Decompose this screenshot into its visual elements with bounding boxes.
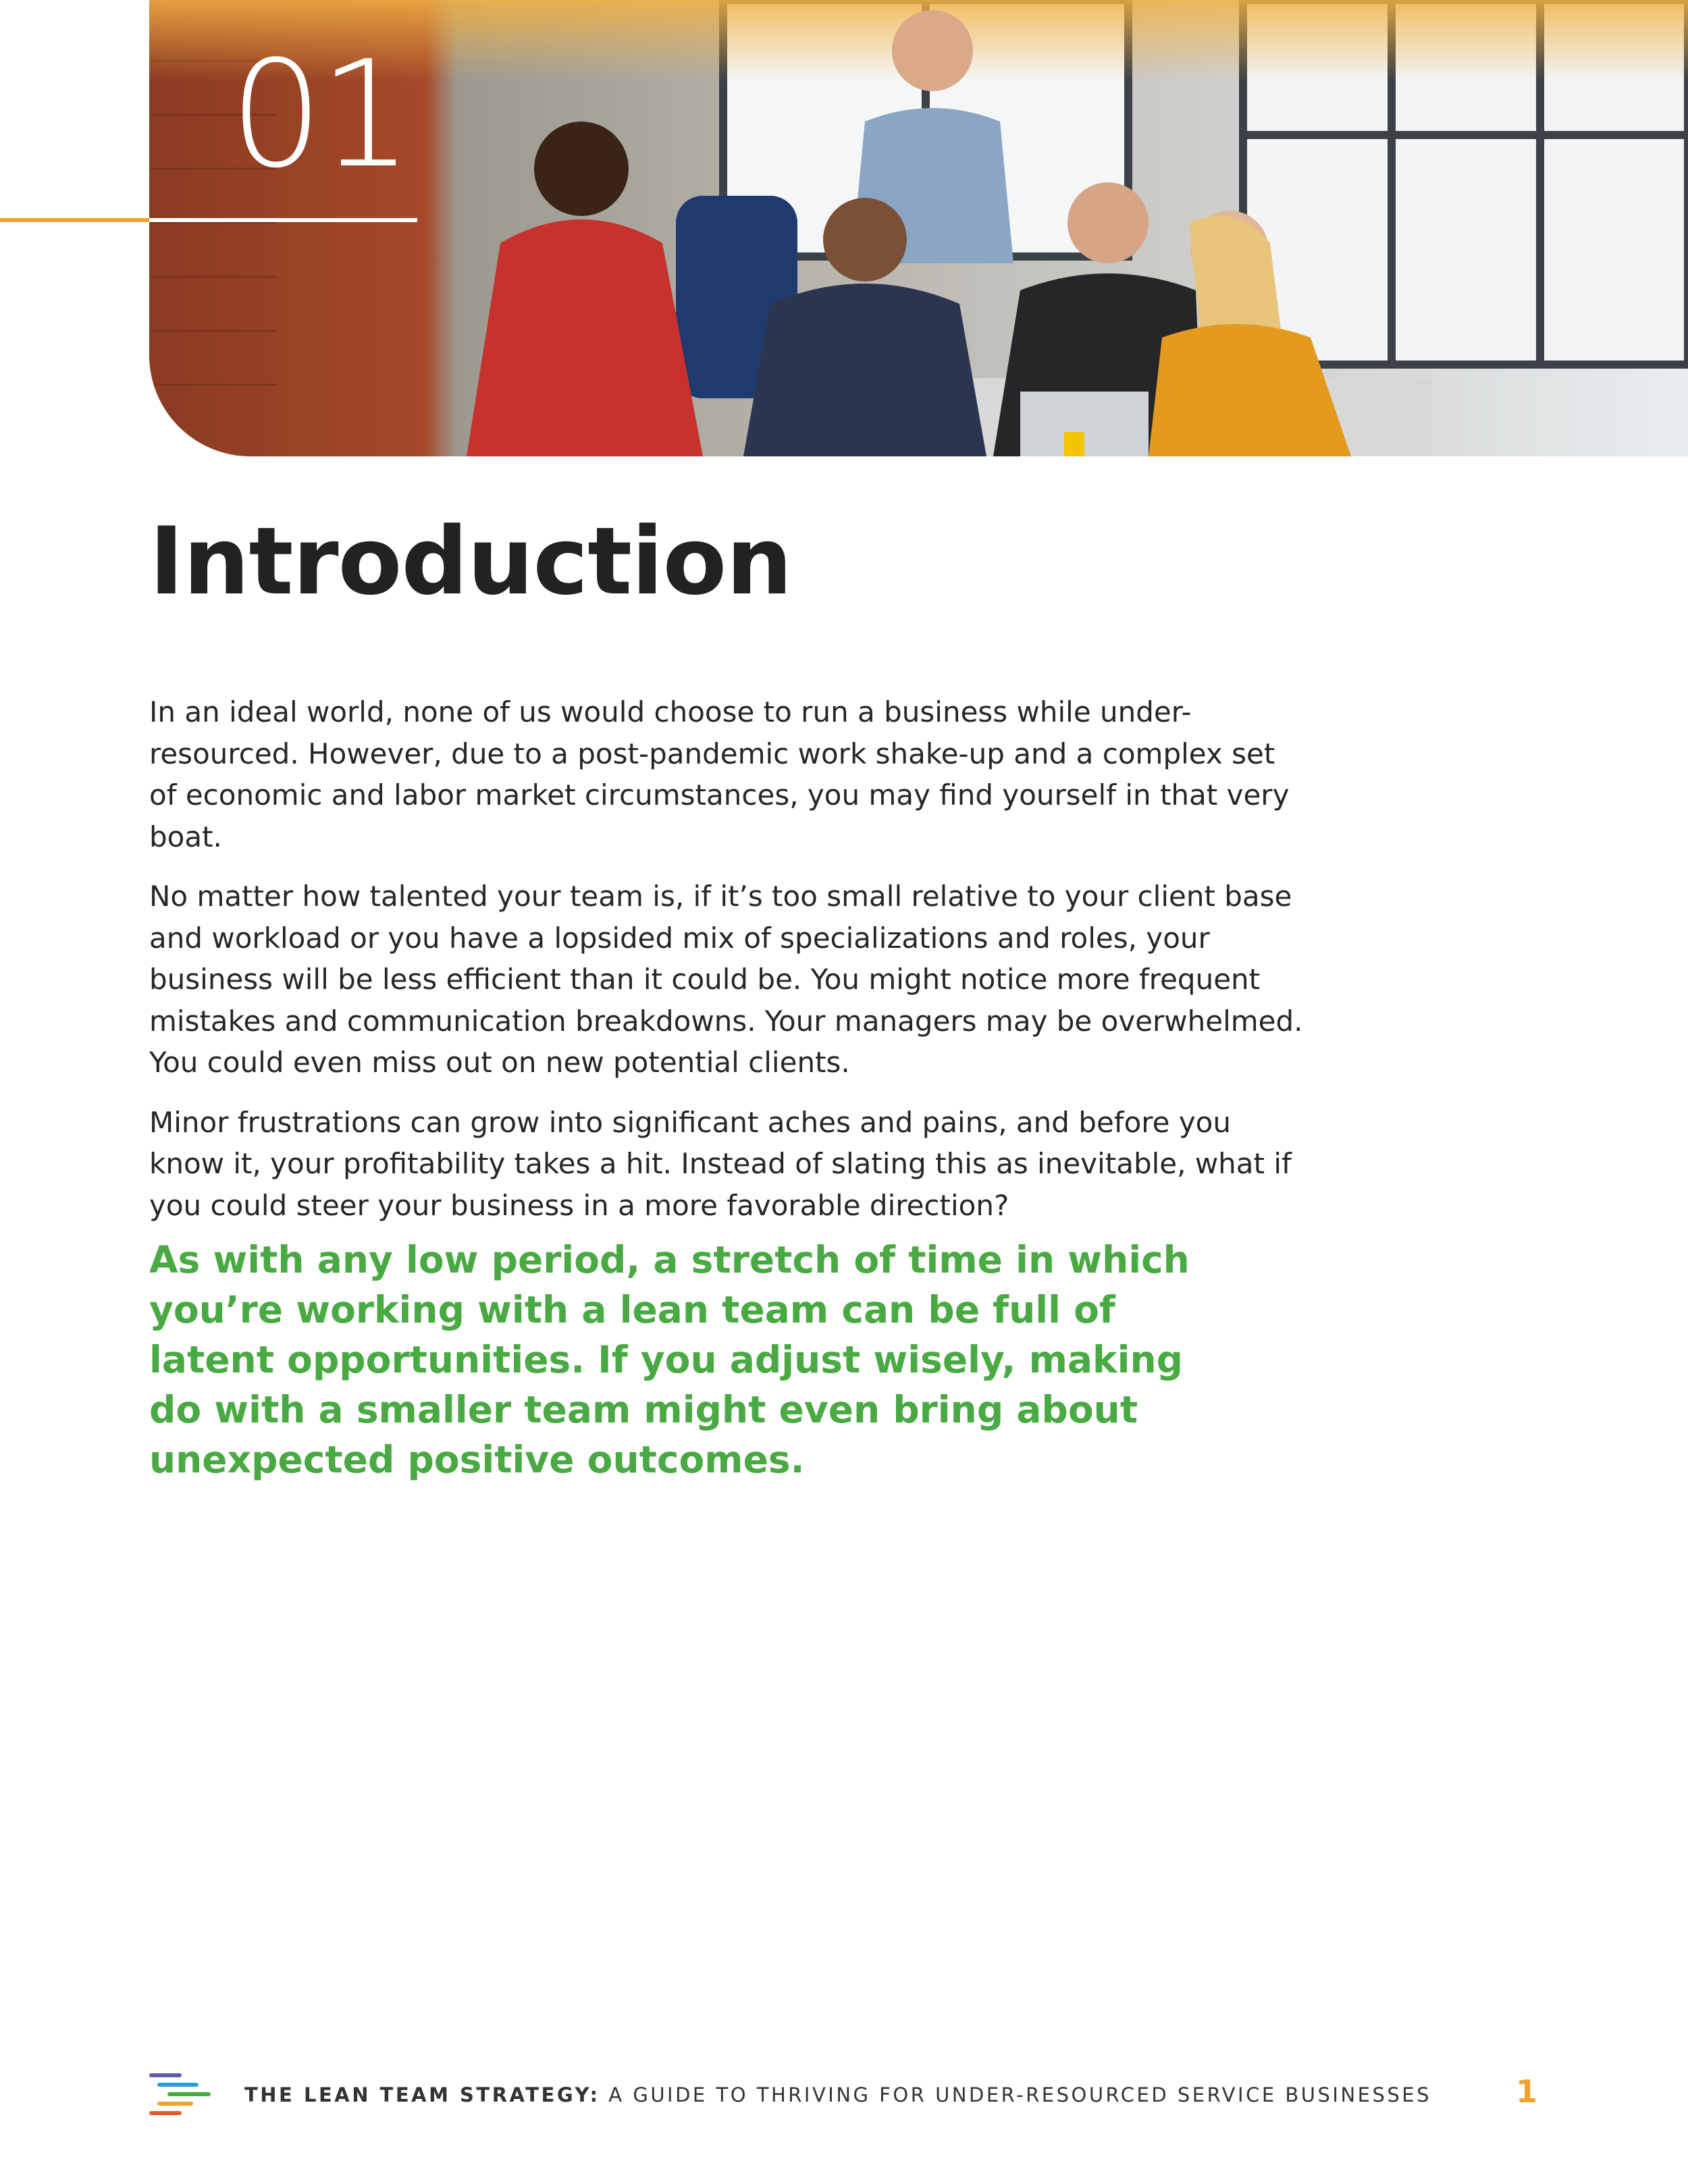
body-paragraph: Minor frustrations can grow into significant aches and pains, and before you know it, your profitability takes a hit. Instead of slating this as inevitable, what if you could steer your business in a more favorable direction? [149,1105,1292,1222]
chapter-number: 01 [230,30,409,201]
page-number: 1 [1516,2073,1538,2110]
footer-guide-title [244,2083,1431,2106]
brand-logo-icon [149,2072,213,2123]
chapter-accent-line [0,218,149,222]
page-title: Introduction [149,507,792,616]
body-paragraph: In an ideal world, none of us would choose to run a business while under-resourced. However, due to a post-pandemic work shake-up and a complex set of economic and labor market circumstances, you may find yourself in that very boat. [149,695,1290,853]
footer-title-bold: THE LEAN TEAM STRATEGY: [244,2083,600,2106]
footer-subtitle: A GUIDE TO THRIVING FOR UNDER-RESOURCED SERVICE BUSINESSES [608,2083,1432,2106]
body-text [149,691,1311,1244]
chapter-underline [149,218,417,222]
body-paragraph: No matter how talented your team is, if it’s too small relative to your client base and workload or you have a lopsided mix of specializations and roles, your business will be less efficient than it could be. You might notice more frequent mistakes and communication breakdowns. Your managers may be overwhelmed. You could even miss out on new potential clients. [149,880,1303,1079]
pull-quote: As with any low period, a stretch of time in which you’re working with a lean team can be full of latent opportunities. If you adjust wisely, making do with a smaller team might even bring about unexpected positive outcomes. [149,1238,1190,1481]
